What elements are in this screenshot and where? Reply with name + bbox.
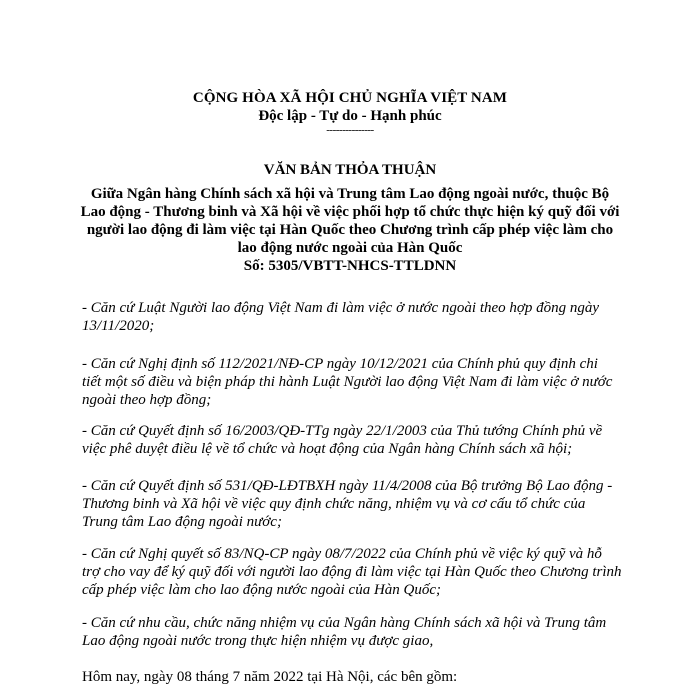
basis-line: việc phê duyệt điều lệ về tổ chức và hoạt động của Ngân hàng Chính sách xã hội; bbox=[82, 441, 573, 457]
subject-line: Lao động - Thương binh và Xã hội về việc phối hợp tổ chức thực hiện ký quỹ đối với bbox=[80, 204, 620, 220]
subject-line: lao động nước ngoài của Hàn Quốc bbox=[237, 240, 463, 256]
basis-line: - Căn cứ nhu cầu, chức năng nhiệm vụ của Ngân hàng Chính sách xã hội và Trung tâm bbox=[82, 615, 607, 631]
basis-paragraph bbox=[82, 477, 622, 531]
basis-line: trợ cho vay để ký quỹ đối với người lao động đi làm việc tại Hàn Quốc theo Chương trình bbox=[82, 564, 622, 580]
basis-line: 13/11/2020; bbox=[82, 318, 155, 334]
basis-line: cấp phép việc làm cho lao động nước ngoài của Hàn Quốc; bbox=[82, 582, 442, 598]
basis-line: Trung tâm Lao động ngoài nước; bbox=[82, 514, 282, 530]
basis-line: - Căn cứ Nghị quyết số 83/NQ-CP ngày 08/7/2022 của Chính phủ về việc ký quỹ và hỗ bbox=[82, 546, 602, 562]
basis-line: - Căn cứ Quyết định số 16/2003/QĐ-TTg ngày 22/1/2003 của Thủ tướng Chính phủ về bbox=[82, 423, 603, 439]
basis-line: ngoài theo hợp đồng; bbox=[82, 392, 212, 408]
basis-paragraph bbox=[82, 299, 622, 335]
basis-line: - Căn cứ Nghị định số 112/2021/NĐ-CP ngày 10/12/2021 của Chính phủ quy định chi bbox=[82, 356, 598, 372]
intro-sentence: Hôm nay, ngày 08 tháng 7 năm 2022 tại Hà Nội, các bên gồm: bbox=[82, 669, 458, 685]
basis-paragraph bbox=[82, 355, 622, 409]
subject-line: người lao động đi làm việc tại Hàn Quốc theo Chương trình cấp phép việc làm cho bbox=[86, 222, 614, 238]
basis-line: tiết một số điều và biện pháp thi hành Luật Người lao động Việt Nam đi làm việc ở nước bbox=[82, 374, 613, 390]
document-subject bbox=[80, 185, 620, 275]
document-number: Số: 5305/VBTT-NHCS-TTLDNN bbox=[243, 258, 457, 274]
basis-line: - Căn cứ Luật Người lao động Việt Nam đi làm việc ở nước ngoài theo hợp đồng ngày bbox=[82, 300, 600, 316]
header-rule: --------------- bbox=[326, 124, 374, 136]
basis-paragraph bbox=[82, 422, 622, 458]
subject-line: Giữa Ngân hàng Chính sách xã hội và Trung tâm Lao động ngoài nước, thuộc Bộ bbox=[90, 186, 610, 202]
basis-line: Thương binh và Xã hội về việc quy định chức năng, nhiệm vụ và cơ cấu tổ chức của bbox=[82, 496, 586, 512]
document-title: VĂN BẢN THỎA THUẬN bbox=[263, 162, 437, 178]
basis-paragraph bbox=[82, 545, 622, 599]
motto: Độc lập - Tự do - Hạnh phúc bbox=[258, 108, 442, 124]
basis-line: Lao động ngoài nước trong thực hiện nhiệm vụ được giao, bbox=[82, 633, 434, 649]
basis-line: - Căn cứ Quyết định số 531/QĐ-LĐTBXH ngày 11/4/2008 của Bộ trưởng Bộ Lao động - bbox=[82, 478, 613, 494]
basis-paragraph bbox=[82, 614, 622, 650]
national-title: CỘNG HÒA XÃ HỘI CHỦ NGHĨA VIỆT NAM bbox=[192, 90, 508, 106]
